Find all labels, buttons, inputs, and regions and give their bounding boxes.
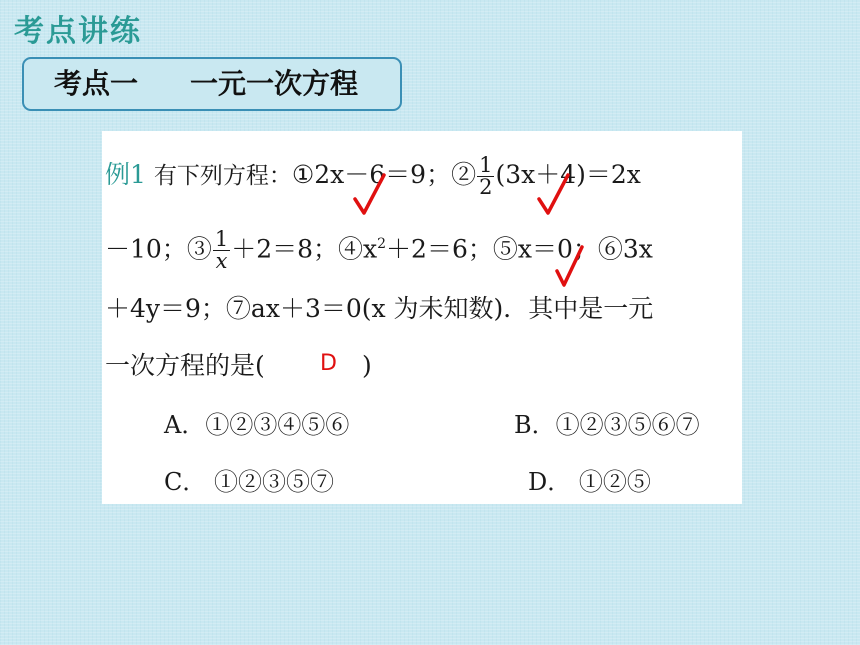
equation-1: ①2x－6＝9； (291, 160, 452, 189)
equation-2: (3x＋4)＝2x (495, 160, 641, 189)
answer-mark: D (320, 351, 337, 376)
question-line-4 (105, 351, 265, 381)
equation-4-base: ④x (338, 234, 378, 264)
equation-4: ＋2＝6； (386, 234, 493, 264)
question-prompt: 一次方程的是( (105, 351, 265, 380)
equation-6-start: ⑥3x (597, 234, 653, 264)
fraction-denominator: 2 (479, 175, 493, 199)
topic-box (22, 57, 402, 111)
equation-3: ＋2＝8； (231, 234, 339, 264)
question-close-paren: ) (362, 351, 372, 380)
example-card (102, 131, 742, 504)
equation-2-index: ② (451, 160, 477, 189)
example-intro: 有下列方程： (153, 163, 292, 189)
check-mark-icon (554, 243, 586, 289)
option-a: A．①②③④⑤⑥ (164, 411, 350, 439)
topic-number: 考点一 (54, 67, 139, 100)
equation-5: ⑤x＝0； (492, 234, 598, 264)
section-title: 考点讲练 (14, 14, 142, 49)
fraction-numerator: 1 (479, 153, 493, 177)
option-d: D． ①②⑤ (528, 468, 651, 496)
question-line-3: ＋4y＝9；⑦ax＋3＝0(x 为未知数)．其中是一元 (105, 294, 654, 323)
equation-3-index: ③ (186, 234, 212, 264)
example-label: 例1 (105, 160, 146, 189)
fraction-numerator: 1 (214, 227, 229, 252)
check-mark-icon (352, 171, 388, 217)
fraction-one-over-x (213, 229, 230, 272)
check-mark-icon (536, 171, 572, 217)
equation-2-end: －10； (105, 234, 187, 264)
fraction-one-half (477, 155, 494, 198)
equation-4-exponent: 2 (377, 236, 387, 252)
fraction-denominator: x (215, 249, 228, 274)
option-b: B．①②③⑤⑥⑦ (514, 411, 700, 439)
topic-title: 一元一次方程 (190, 67, 359, 100)
option-c: C． ①②③⑤⑦ (164, 468, 334, 496)
